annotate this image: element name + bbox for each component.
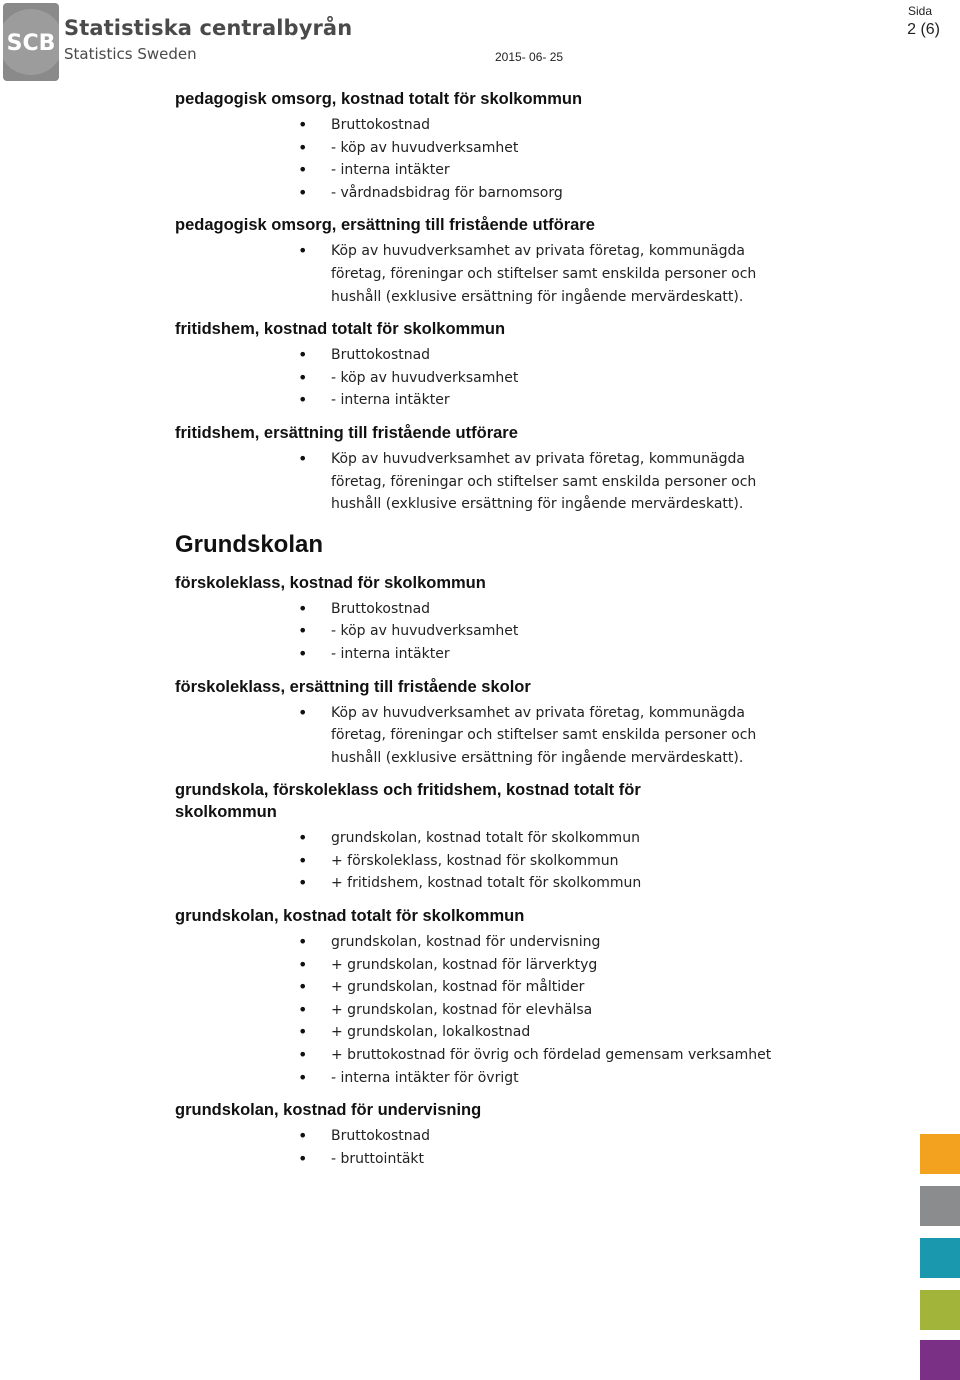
org-name-english: Statistics Sweden: [64, 45, 197, 63]
color-tile-teal: [920, 1238, 960, 1278]
bullet-list: [175, 1125, 795, 1170]
bullet-list: [175, 931, 795, 1089]
color-tile-orange: [920, 1134, 960, 1174]
section: [175, 214, 795, 308]
section-heading: pedagogisk omsorg, kostnad totalt för skolkommun: [175, 90, 583, 108]
bullet-list: [175, 702, 795, 770]
bullet-item: • grundskolan, kostnad för undervisning: [331, 931, 795, 954]
bullet-list: [175, 598, 795, 666]
color-tile-green: [920, 1290, 960, 1330]
bullet-item: • - interna intäkter: [331, 389, 795, 412]
bullet-item: • - bruttointäkt: [331, 1148, 795, 1171]
page-number: 2 (6): [907, 21, 940, 38]
section-heading: grundskola, förskoleklass och fritidshem, kostnad totalt för skolkommun: [175, 781, 641, 822]
bullet-list: [175, 344, 795, 412]
color-tile-gray: [920, 1186, 960, 1226]
bullet-item: • - interna intäkter för övrigt: [331, 1067, 795, 1090]
section-heading: förskoleklass, ersättning till fristående skolor: [175, 677, 531, 696]
sections-grundskolan: [175, 572, 795, 1171]
major-heading: Grundskolan: [175, 530, 324, 558]
bullet-item: • - interna intäkter: [331, 643, 795, 666]
section: [175, 88, 795, 204]
bullet-item: • - köp av huvudverksamhet: [331, 620, 795, 643]
bullet-item: • Bruttokostnad: [331, 114, 795, 137]
bullet-item: • + grundskolan, lokalkostnad: [331, 1021, 795, 1044]
bullet-item: • Bruttokostnad: [331, 598, 795, 621]
section-heading: fritidshem, kostnad totalt för skolkommun: [175, 320, 506, 339]
section-heading: grundskolan, kostnad totalt för skolkommun: [175, 907, 525, 926]
section: [175, 905, 795, 1089]
bullet-item: • - köp av huvudverksamhet: [331, 367, 795, 390]
bullet-list: [175, 114, 795, 204]
section-heading: förskoleklass, kostnad för skolkommun: [175, 573, 486, 592]
bullet-item: • grundskolan, kostnad totalt för skolkommun: [331, 827, 795, 850]
color-tile-purple: [920, 1340, 960, 1380]
bullet-list: [175, 827, 795, 895]
bullet-item: • Köp av huvudverksamhet av privata företag, kommunägda företag, föreningar och stiftelser samt enskilda personer och hushåll (exklusive ersättning för ingående mervärdeskatt).: [331, 240, 795, 308]
section: [175, 676, 795, 770]
bullet-item: • + grundskolan, kostnad för elevhälsa: [331, 999, 795, 1022]
section: [175, 779, 795, 895]
bullet-item: • + bruttokostnad för övrig och fördelad gemensam verksamhet: [331, 1044, 795, 1067]
section-heading: grundskolan, kostnad för undervisning: [175, 1101, 482, 1120]
bullet-item: • + fritidshem, kostnad totalt för skolkommun: [331, 872, 795, 895]
bullet-item: • Bruttokostnad: [331, 344, 795, 367]
sections-preschool: [175, 88, 795, 516]
bullet-list: [175, 448, 795, 516]
bullet-item: • + grundskolan, kostnad för lärverktyg: [331, 954, 795, 977]
bullet-item: • + förskoleklass, kostnad för skolkommun: [331, 850, 795, 873]
bullet-item: • Köp av huvudverksamhet av privata företag, kommunägda företag, föreningar och stiftelser samt enskilda personer och hushåll (exklusive ersättning för ingående mervärdeskatt).: [331, 702, 795, 770]
section: [175, 422, 795, 516]
page-label: Sida: [907, 4, 932, 18]
scb-logo: [3, 3, 59, 81]
section-heading: fritidshem, ersättning till fristående utförare: [175, 423, 518, 442]
section-heading: pedagogisk omsorg, ersättning till fristående utförare: [175, 216, 595, 235]
bullet-item: • - köp av huvudverksamhet: [331, 137, 795, 160]
section: [175, 1099, 795, 1170]
bullet-item: • - vårdnadsbidrag för barnomsorg: [331, 182, 795, 205]
logo-letters: SCB: [6, 31, 56, 56]
document-date: 2015- 06- 25: [495, 50, 564, 64]
bullet-item: • Bruttokostnad: [331, 1125, 795, 1148]
bullet-item: • Köp av huvudverksamhet av privata företag, kommunägda företag, föreningar och stiftelser samt enskilda personer och hushåll (exklusive ersättning för ingående mervärdeskatt).: [331, 448, 795, 516]
document-body: [175, 88, 795, 1180]
org-name: Statistiska centralbyrån: [64, 16, 353, 40]
section: [175, 318, 795, 412]
bullet-list: [175, 240, 795, 308]
bullet-item: • - interna intäkter: [331, 159, 795, 182]
bullet-item: • + grundskolan, kostnad för måltider: [331, 976, 795, 999]
section: [175, 572, 795, 666]
